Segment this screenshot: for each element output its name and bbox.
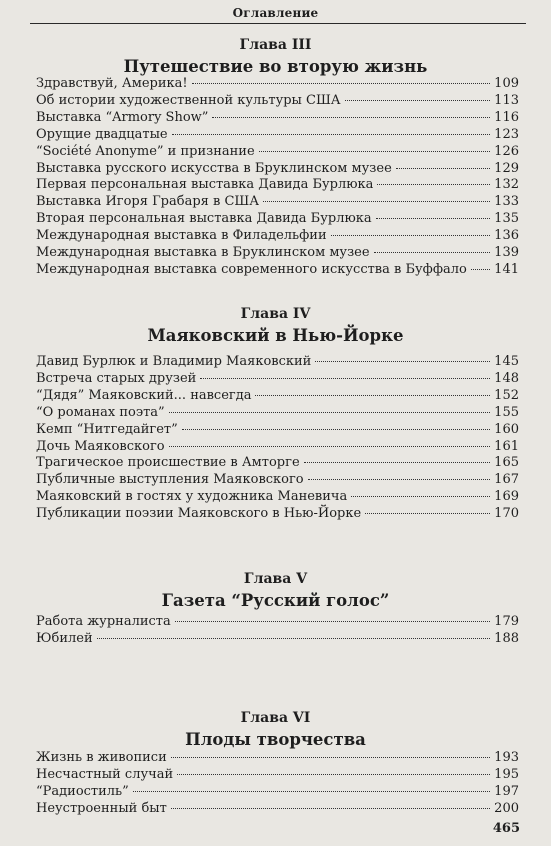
chapter-3-heading (0, 36, 551, 78)
dot-leader (255, 395, 490, 396)
toc-entry (36, 262, 519, 279)
chapter-3-entries (36, 76, 519, 279)
dot-leader (192, 83, 491, 84)
dot-leader (97, 638, 491, 639)
toc-entry-page: 155 (494, 404, 519, 420)
dot-leader (315, 361, 490, 362)
toc-entry-page: 148 (494, 370, 519, 386)
toc-entry-title: Несчастный случай (36, 766, 174, 782)
toc-entry-title: Первая персональная выставка Давида Бурлюка (36, 177, 374, 193)
toc-entry (36, 472, 519, 489)
toc-entry-title: “Дядя” Маяковский... навсегда (36, 387, 252, 403)
chapter-number: Глава V (243, 571, 308, 587)
chapter-6-heading (0, 709, 551, 751)
toc-entry-page: 170 (494, 506, 519, 522)
toc-entry-page: 133 (494, 194, 519, 210)
header-rule (30, 23, 526, 24)
toc-entry (36, 228, 519, 245)
dot-leader (171, 808, 490, 809)
dot-leader (471, 269, 490, 270)
dot-leader (171, 757, 490, 758)
toc-entry (36, 371, 519, 388)
toc-entry-page: 123 (494, 126, 519, 142)
dot-leader (177, 774, 490, 775)
dot-leader (374, 252, 491, 253)
toc-entry-page: 126 (494, 143, 519, 159)
toc-entry-title: Кемп “Нитгедайгет” (36, 421, 178, 437)
toc-entry (36, 354, 519, 371)
dot-leader (304, 462, 491, 463)
toc-entry-title: Международная выставка в Бруклинском музее (36, 245, 370, 261)
toc-entry-title: “О романах поэта” (36, 404, 165, 420)
toc-entry-title: Неустроенный быт (36, 800, 167, 816)
chapter-title: Путешествие во вторую жизнь (123, 57, 428, 76)
toc-entry-page: 160 (494, 421, 519, 437)
toc-entry-page: 139 (494, 245, 519, 261)
dot-leader (308, 479, 491, 480)
dot-leader (169, 446, 491, 447)
toc-entry-page: 167 (494, 472, 519, 488)
chapter-4-heading (0, 305, 551, 347)
toc-entry (36, 801, 519, 818)
chapter-title: Газета “Русский голос” (161, 591, 390, 610)
toc-entry-title: Маяковский в гостях у художника Маневича (36, 489, 348, 505)
toc-entry-title: Орущие двадцатые (36, 126, 168, 142)
chapter-5-heading (0, 570, 551, 612)
toc-entry (36, 194, 519, 211)
page-number: 465 (492, 821, 520, 836)
chapter-number: Глава VI (240, 710, 311, 726)
toc-entry-page: 152 (494, 387, 519, 403)
dot-leader (133, 791, 490, 792)
toc-entry (36, 455, 519, 472)
dot-leader (351, 496, 490, 497)
toc-entry (36, 76, 519, 93)
dot-leader (172, 134, 491, 135)
chapter-title: Плоды творчества (185, 730, 366, 749)
toc-entry-title: Публикации поэзии Маяковского в Нью-Йорке (36, 506, 362, 522)
chapter-number: Глава III (239, 37, 312, 53)
toc-entry-page: 141 (494, 261, 519, 277)
toc-entry (36, 211, 519, 228)
toc-entry-title: “Радиостиль” (36, 783, 129, 799)
toc-entry (36, 767, 519, 784)
toc-entry (36, 245, 519, 262)
toc-entry-page: 116 (494, 109, 519, 125)
toc-entry (36, 631, 519, 648)
toc-entry (36, 422, 519, 439)
toc-entry (36, 405, 519, 422)
toc-entry-title: Дочь Маяковского (36, 438, 165, 454)
dot-leader (263, 201, 490, 202)
dot-leader (200, 378, 490, 379)
toc-entry (36, 388, 519, 405)
toc-entry-page: 188 (494, 630, 519, 646)
toc-entry-page: 200 (494, 800, 519, 816)
dot-leader (212, 117, 490, 118)
toc-entry-page: 113 (494, 92, 519, 108)
toc-entry-page: 132 (494, 177, 519, 193)
dot-leader (396, 168, 490, 169)
toc-entry-page: 193 (494, 750, 519, 765)
toc-entry (36, 489, 519, 506)
toc-entry-page: 145 (494, 354, 519, 369)
dot-leader (377, 184, 490, 185)
toc-entry-page: 179 (494, 614, 519, 629)
toc-entry-title: Выставка “Armory Show” (36, 109, 209, 125)
toc-entry (36, 439, 519, 456)
toc-entry (36, 177, 519, 194)
toc-entry-page: 195 (494, 766, 519, 782)
toc-entry-page: 165 (494, 455, 519, 471)
dot-leader (259, 151, 491, 152)
toc-entry (36, 93, 519, 110)
dot-leader (345, 100, 491, 101)
toc-entry-title: Международная выставка в Филадельфии (36, 228, 327, 244)
running-head: Оглавление (232, 6, 319, 20)
toc-entry (36, 506, 519, 523)
toc-entry (36, 110, 519, 127)
toc-entry-page: 109 (494, 76, 519, 91)
toc-entry-title: Юбилей (36, 630, 93, 646)
chapter-4-entries (36, 354, 519, 523)
toc-entry-title: Жизнь в живописи (36, 750, 167, 765)
toc-entry-title: Выставка русского искусства в Бруклинском музее (36, 160, 392, 176)
toc-entry-title: Давид Бурлюк и Владимир Маяковский (36, 354, 312, 369)
chapter-6-entries (36, 750, 519, 818)
toc-entry-title: Международная выставка современного искусства в Буффало (36, 261, 467, 277)
toc-entry-page: 197 (494, 783, 519, 799)
dot-leader (175, 621, 490, 622)
toc-entry-title: Встреча старых друзей (36, 370, 197, 386)
dot-leader (169, 412, 490, 413)
toc-entry (36, 750, 519, 767)
toc-entry (36, 161, 519, 178)
toc-entry-title: Публичные выступления Маяковского (36, 472, 304, 488)
toc-entry-page: 136 (494, 228, 519, 244)
dot-leader (365, 513, 490, 514)
toc-entry-title: Вторая персональная выставка Давида Бурлюка (36, 211, 372, 227)
toc-entry-page: 169 (494, 489, 519, 505)
toc-entry-title: Об истории художественной культуры США (36, 92, 341, 108)
toc-entry-title: Работа журналиста (36, 614, 171, 629)
dot-leader (331, 235, 491, 236)
toc-entry-page: 161 (494, 438, 519, 454)
toc-entry-page: 129 (494, 160, 519, 176)
chapter-5-entries (36, 614, 519, 648)
chapter-number: Глава IV (240, 306, 311, 322)
dot-leader (376, 218, 491, 219)
dot-leader (182, 429, 490, 430)
toc-entry-title: Выставка Игоря Грабаря в США (36, 194, 260, 210)
toc-entry (36, 144, 519, 161)
toc-entry (36, 127, 519, 144)
toc-entry-title: Здравствуй, Америка! (36, 76, 188, 91)
toc-entry (36, 614, 519, 631)
toc-entry-page: 135 (494, 211, 519, 227)
toc-entry-title: “Société Anonyme” и признание (36, 143, 255, 159)
toc-entry (36, 784, 519, 801)
chapter-title: Маяковский в Нью-Йорке (147, 326, 404, 345)
toc-entry-title: Трагическое происшествие в Амторге (36, 455, 300, 471)
